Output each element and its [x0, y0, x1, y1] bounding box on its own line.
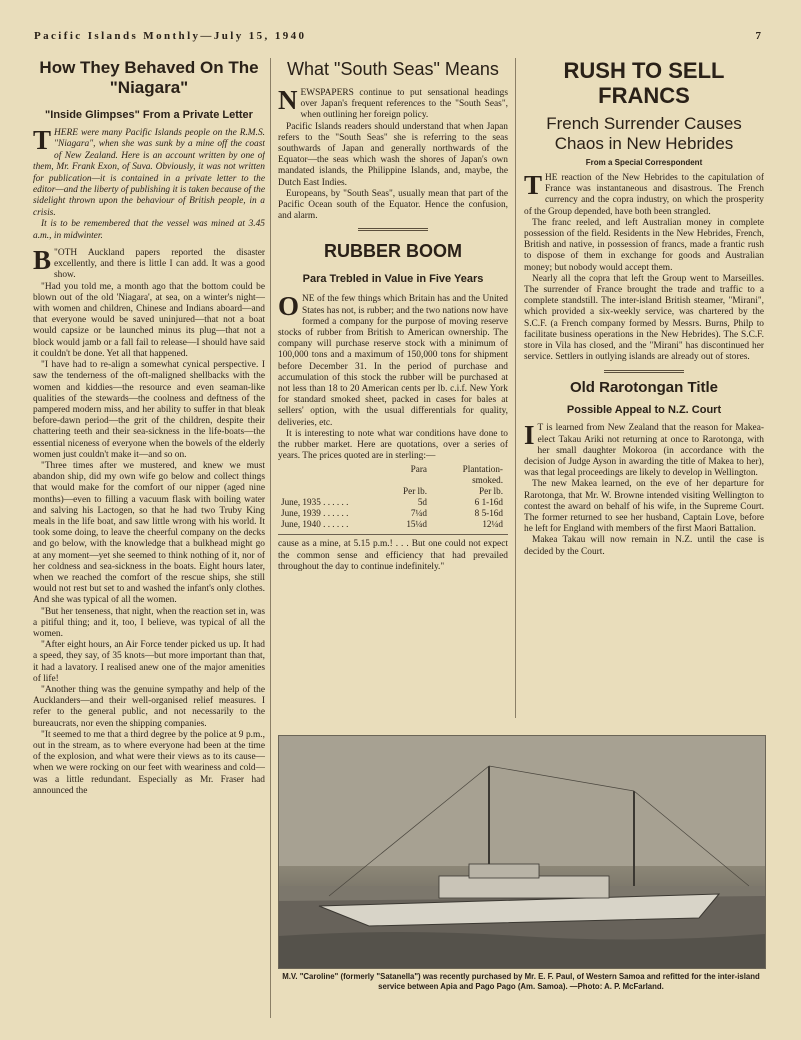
drop-cap: I — [524, 420, 535, 451]
table-row: June, 1935 . . . . . . 5d 6 1-16d — [281, 497, 503, 508]
paragraph: "But her tenseness, that night, when the reaction set in, was a pitiful thing; and it, too, I believe, was typical of all the women. — [33, 606, 265, 639]
paragraph: The new Makea learned, on the eve of her departure for Rarotonga, that Mr. W. Browne intended visiting Wellington to contest the award on behalf of his wife, in the Supreme Court. The former returned to see her husband, Captain Love, before he left for England with members of the first Maori Battalion. — [524, 479, 764, 535]
paragraph: "Three times after we mustered, and knew we must abandon ship, did my own wife go below and collect things that would make for the comfort of our nipper (aged nine months)—even to filling a vacuum flask with boiling water and salving his Lactogen, so that he had two Truby King meals in the life boat, and saw little wrong with his world. It took some doing, to leave the cheerful company on the decks and go below, with the knowledge that a bulkhead might go at any moment—yet she seemed to think nothing of it, nor of her coldness and sea-sickness in the boats. Eight hours later, when we reached the comfort of the rescue ships, she still would not rest but set to and washed the infant's only clothes. And she was typical of all the women. — [33, 460, 265, 606]
section-divider — [358, 228, 428, 231]
niagara-continuation: cause as a mine, at 5.15 p.m.! . . . But one could not expect the common sense and efficiency that had prevailed throughout the day to continue indefinitely." — [278, 539, 508, 572]
rarotongan-headline: Old Rarotongan Title — [569, 379, 719, 397]
masthead-line: Pacific Islands Monthly—July 15, 1940 — [34, 30, 307, 42]
drop-cap: B — [33, 245, 52, 276]
wheelhouse — [469, 864, 539, 878]
ship-illustration — [279, 736, 765, 968]
paragraph: Makea Takau will now remain in N.Z. until the case is decided by the Court. — [524, 535, 764, 557]
drop-cap: N — [278, 85, 298, 115]
niagara-article — [33, 58, 265, 1018]
deckhouse — [439, 876, 609, 898]
niagara-subhead: "Inside Glimpses" From a Private Letter — [45, 109, 253, 121]
middle-column — [278, 58, 508, 708]
rubber-subhead: Para Trebled in Value in Five Years — [302, 273, 484, 286]
rarotongan-subhead: Possible Appeal to N.Z. Court — [566, 404, 722, 417]
drop-cap: O — [278, 291, 300, 322]
table-header-row: Para Plantation- — [410, 464, 503, 475]
paragraph: ONE of the few things which Britain has and the United States has not, is rubber; and the two nations now have formed a company for the purpose of moving reserve stocks of rubber from British to American ownership. The company will purchase reserve stock with a minimum of 100,000 tons and a maximum of 150,000 tons for shipment before December 31. In the period of purchase and accumulation of this stock the rubber will be purchased at not less than 18 to 20 American cents per lb. c.i.f. New York for standard smoked sheet, packed in cases for bales at sellers' option, with the usual differentials for quality, deliveries, etc. — [278, 291, 508, 428]
column-rule — [515, 58, 516, 718]
page-header — [34, 30, 761, 44]
page-number: 7 — [755, 30, 761, 42]
paragraph: The franc reeled, and left Australian money in complete possession of the field. Residents in the New Hebrides, French, British and native, in possession of francs, made a frantic rush to dispose of them in exchange for goods and Australian money; but nobody would accept them. — [524, 217, 764, 273]
paragraph: "Had you told me, a month ago that the bottom could be blown out of the old 'Niagara', at sea, on a winter's night—with women and children, Chinese and Indians aboard—and that everyone would be saved uninjured—that not a boat would capsize or be launched minus its plug—that not a block would jamb or a fall fail to release—I should have said it couldn't be done. Yet all that happened. — [33, 281, 265, 359]
niagara-intro-note: It is to be remembered that the vessel was mined at 3.45 a.m., in midwinter. — [33, 219, 265, 241]
sky — [279, 736, 765, 866]
paragraph: "Another thing was the genuine sympathy and help of the Aucklanders—and their well-organised relief measures. I refer to the general public, and not necessarily to the bureaucrats, nor even the shipping companies. — [33, 684, 265, 729]
paragraph: Europeans, by "South Seas", usually mean that part of the Pacific Ocean south of the Equator. Hence the confusion, and alarm. — [278, 188, 508, 222]
paragraph: It is interesting to note what war conditions have done to the rubber market. Here are quotations, over a series of years. The prices quoted are in sterling:— — [278, 428, 508, 462]
table-row: June, 1940 . . . . . . 15¼d 12¼d — [281, 519, 503, 530]
south-seas-headline: What "South Seas" Means — [287, 59, 499, 79]
paragraph: "I have had to re-align a somewhat cynical perspective. I saw the tenderness of the oft-maligned shellbacks with the women and kiddies—the resource and even seaman-like qualities of the stewards—the coolness and deftness of the pampered modern miss, and her ability to suffer in that bleak before-dawn period—the grit of the children, despite their chattering teeth and their sea-sickness in the life-boats—the essential niceness of everyone when the bowels of the elderly women just couldn't make it—and so on. — [33, 360, 265, 460]
south-seas-body — [278, 85, 508, 222]
paragraph: NEWSPAPERS continue to put sensational headings over Japan's frequent references to the "South Seas", when outlining her foreign policy. — [278, 85, 508, 121]
byline: From a Special Correspondent — [585, 158, 703, 167]
paragraph: "After eight hours, an Air Force tender picked us up. It had a speed, they say, of 35 knots—but more important than that, it had a lavatory. I realised anew one of the major amenities of life! — [33, 640, 265, 684]
right-column — [524, 58, 764, 713]
table-header-row: smoked. — [472, 475, 503, 486]
drop-cap: T — [524, 170, 543, 200]
paragraph: B "OTH Auckland papers reported the disaster excellently, and there is little I can add. It was a good show. — [33, 245, 265, 281]
paragraph: Pacific Islands readers should understand that when Japan refers to the "South Seas" she is referring to the seas southwards of Japan and generally northwards of the Equator—the seas which wash the shores of Japan's own mandated islands, the Philippine Islands, and, maybe, the Dutch East Indies. — [278, 121, 508, 188]
section-divider — [604, 370, 684, 373]
niagara-intro: THERE were many Pacific Islands people on the R.M.S. "Niagara", when she was sunk by a mine off the coast of New Zealand. Here is an account written by one of them, Mr. Frank Exon, of Suva. Obviously, it was not written for publication—it is contained in a private letter to the editor—and the liberty of publishing it is taken because of the sidelight thrown upon the behaviour of British people, in a crisis. — [33, 125, 265, 218]
francs-headline: RUSH TO SELL FRANCS — [563, 58, 725, 108]
paragraph: I T is learned from New Zealand that the reason for Makea-elect Takau Ariki not returning at once to Rarotonga, with her small daughter Mokoroa (in accordance with the decision of Judge Ayson in awarding the title of Makea to her), was that legal proceedings are likely to develop in Wellington. — [524, 420, 764, 479]
paragraph: Nearly all the copra that left the Group went to Marseilles. The surrender of France brought the trade and traffic to a complete standstill. The inter-island British steamer, "Mirani", which provided a six-weekly service, was chartered by the S.C.F. (a French company formed by Messrs. Burns, Philp to facilitate business operations in the New Hebrides). The S.C.F. store in Vila has closed, and the "Mirani" has discontinued her service. Settlers in outlying islands are already out of stores. — [524, 273, 764, 363]
ship-photo — [278, 735, 766, 969]
paragraph: "It seemed to me that a third degree by the police at 9 p.m., out in the stream, as to where everyone had been at the time of the explosion, and what were their views as to its cause—when we were rocking on our feet with weariness and cold—was a little redundant. Especially as Mr. Fraser had announced the — [33, 729, 265, 796]
table-row: June, 1939 . . . . . . 7¼d 8 5-16d — [281, 508, 503, 519]
rubber-price-table — [278, 464, 506, 530]
divider — [278, 534, 508, 535]
column-rule — [270, 58, 271, 1018]
table-header-row: Per lb. Per lb. — [403, 486, 503, 497]
rubber-headline: RUBBER BOOM — [324, 241, 462, 262]
drop-cap: T — [33, 125, 52, 155]
photo-caption: M.V. "Caroline" (formerly "Satanella") was recently purchased by Mr. E. F. Paul, of Western Samoa and refitted for the inter-island service between Apia and Pago Pago (Am. Samoa). —Photo: A. P. McFarland. — [282, 972, 760, 991]
francs-subhead: French Surrender Causes Chaos in New Hebrides — [546, 114, 742, 153]
niagara-body — [33, 245, 265, 797]
niagara-headline: How They Behaved On The "Niagara" — [39, 58, 259, 97]
paragraph: THE reaction of the New Hebrides to the capitulation of France was instantaneous and disastrous. The French currency and the copra industry, on which the prosperity of the Group depended, have both been strangled. — [524, 170, 764, 217]
